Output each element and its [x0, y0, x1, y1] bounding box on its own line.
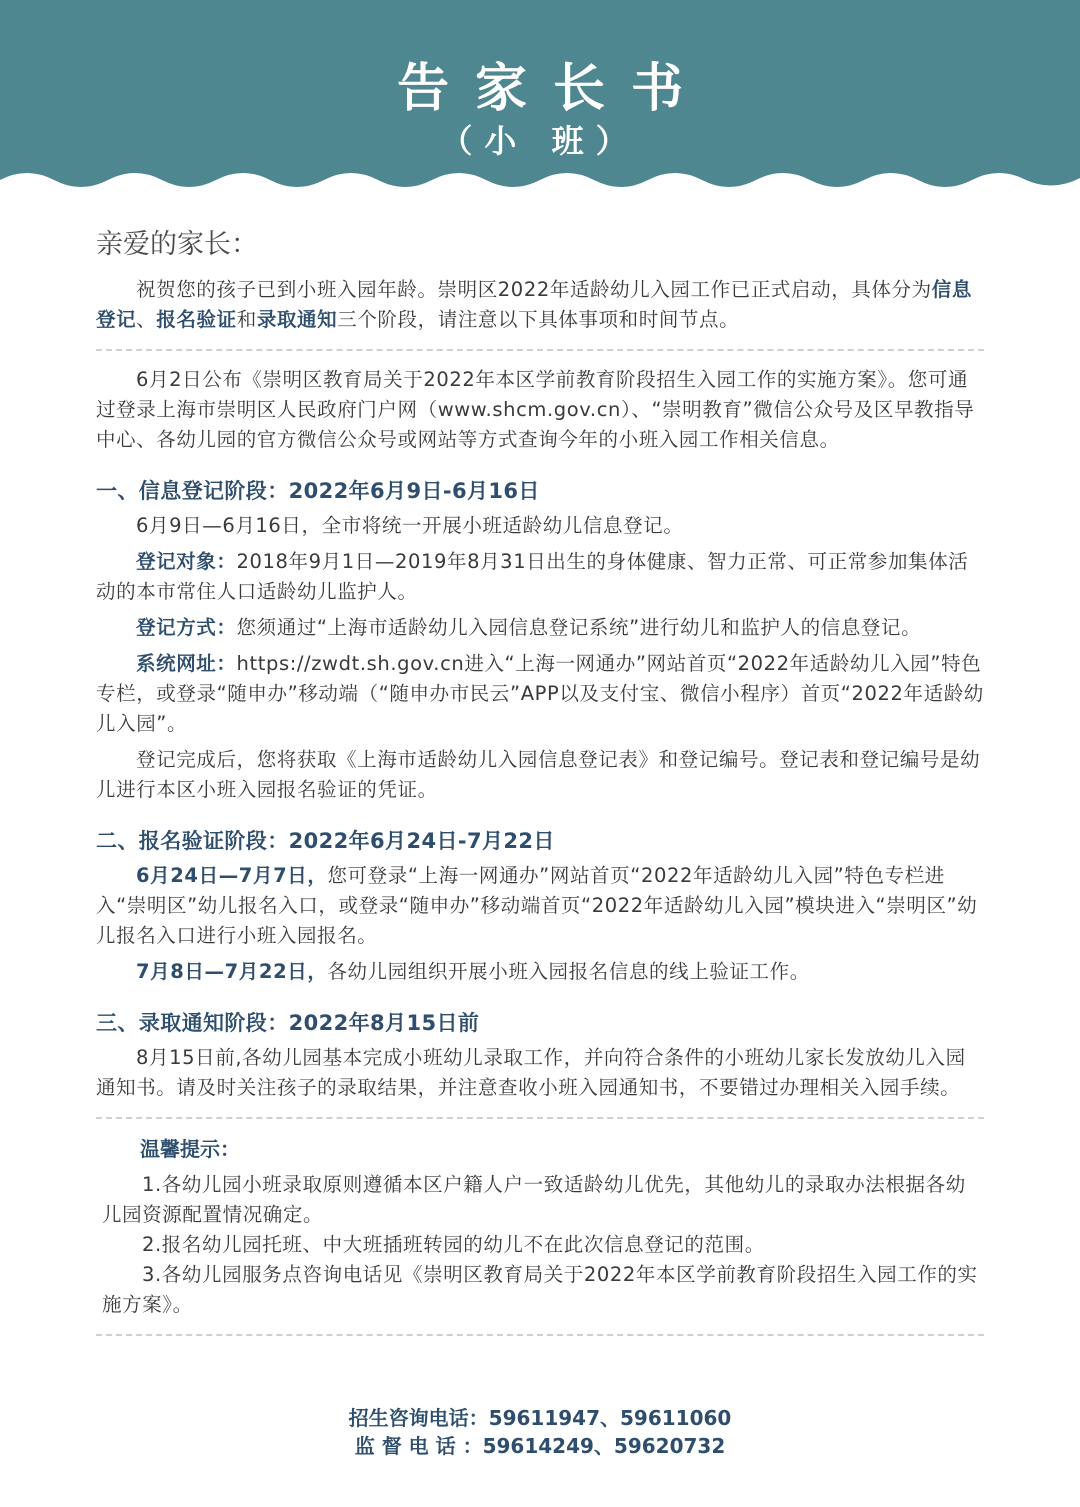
stage-admission: 录取通知: [256, 308, 338, 331]
dashed-divider: [96, 1117, 984, 1119]
section1-paragraph: 6月9日—6月16日，全市将统一开展小班适龄幼儿信息登记。: [136, 514, 684, 537]
register-target-label: 登记对象：: [136, 550, 237, 573]
contact-info: [0, 1404, 1080, 1460]
page-title: 告家长书: [396, 58, 709, 119]
register-method-text: 您须通过“上海市适龄幼儿入园信息登记系统”进行幼儿和监护人的信息登记。: [236, 616, 922, 639]
system-url-text: https://zwdt.sh.gov.cn进入“上海一网通办”网站首页“2022年适龄幼儿入园”特色专栏，或登录“随申办”移动端（“随申办市民云”APP以及支付宝、微信小程序）首页“2022年适龄幼儿入园”。: [96, 652, 984, 735]
section2-text-1: 您可登录“上海一网通办”网站首页“2022年适龄幼儿入园”特色专栏进入“崇明区”幼儿报名入口，或登录“随申办”移动端首页“2022年适龄幼儿入园”模块进入“崇明区”幼儿报名入口进行小班入园报名。: [96, 864, 978, 947]
greeting: 亲爱的家长：: [96, 229, 258, 260]
stage-info-register: 信息登记: [96, 278, 972, 331]
tips-title: 温馨提示：: [140, 1137, 240, 1161]
letter-body: [96, 222, 984, 1350]
supervision-hotline: 监 督 电 话 ：59614249、59620732: [354, 1434, 726, 1458]
section2-date-2: 7月8日—7月22日，: [136, 960, 328, 983]
intro-text: 三个阶段，请注意以下具体事项和时间节点。: [337, 308, 740, 331]
enrollment-hotline: 招生咨询电话：59611947、59611060: [348, 1406, 732, 1430]
intro-text: 祝贺您的孩子已到小班入园年龄。崇明区2022年适龄幼儿入园工作已正式启动，具体分为: [136, 278, 932, 301]
tip-item: 3.各幼儿园服务点咨询电话见《崇明区教育局关于2022年本区学前教育阶段招生入园工作的实施方案》。: [102, 1263, 978, 1316]
header-banner: [0, 0, 1080, 200]
tip-item: 1.各幼儿园小班录取原则遵循本区户籍人户一致适龄幼儿优先，其他幼儿的录取办法根据各幼儿园资源配置情况确定。: [102, 1173, 966, 1226]
notice-paragraph: 6月2日公布《崇明区教育局关于2022年本区学前教育阶段招生入园工作的实施方案》。您可通过登录上海市崇明区人民政府门户网（www.shcm.gov.cn）、“崇明教育”微信公众号及区早教指导中心、各幼儿园的官方微信公众号或网站等方式查询今年的小班入园工作相关信息。: [96, 368, 975, 451]
system-url-label: 系统网址：: [136, 652, 237, 675]
register-target: [96, 547, 984, 607]
page-subtitle: （小 班）: [440, 122, 640, 160]
intro-sep: 、: [136, 308, 157, 331]
register-method-label: 登记方式：: [136, 616, 237, 639]
register-target-text: 2018年9月1日—2019年8月31日出生的身体健康、智力正常、可正常参加集体活动的本市常住人口适龄幼儿监护人。: [96, 550, 969, 603]
section3-paragraph: 8月15日前,各幼儿园基本完成小班幼儿录取工作，并向符合条件的小班幼儿家长发放幼儿入园通知书。请及时关注孩子的录取结果，并注意查收小班入园通知书，不要错过办理相关入园手续。: [96, 1046, 966, 1099]
dashed-divider: [96, 1334, 984, 1336]
intro-paragraph: [96, 275, 984, 335]
dashed-divider: [96, 349, 984, 351]
section1-title: 一、信息登记阶段：2022年6月9日-6月16日: [96, 479, 540, 503]
system-url: [96, 649, 984, 739]
tip-item: 2.报名幼儿园托班、中大班插班转园的幼儿不在此次信息登记的范围。: [142, 1233, 765, 1256]
section2-date-1: 6月24日—7月7日，: [136, 864, 328, 887]
stage-verify: 报名验证: [156, 308, 237, 331]
section2-title: 二、报名验证阶段：2022年6月24日-7月22日: [96, 829, 555, 853]
intro-sep: 和: [236, 308, 257, 331]
section2-text-2: 各幼儿园组织开展小班入园报名信息的线上验证工作。: [327, 960, 810, 983]
register-method: [96, 613, 984, 643]
section2-paragraph-2: [96, 957, 984, 987]
section1-after: 登记完成后，您将获取《上海市适龄幼儿入园信息登记表》和登记编号。登记表和登记编号是幼儿进行本区小班入园报名验证的凭证。: [96, 748, 981, 801]
section3-title: 三、录取通知阶段：2022年8月15日前: [96, 1011, 480, 1035]
section2-paragraph-1: [96, 861, 984, 951]
